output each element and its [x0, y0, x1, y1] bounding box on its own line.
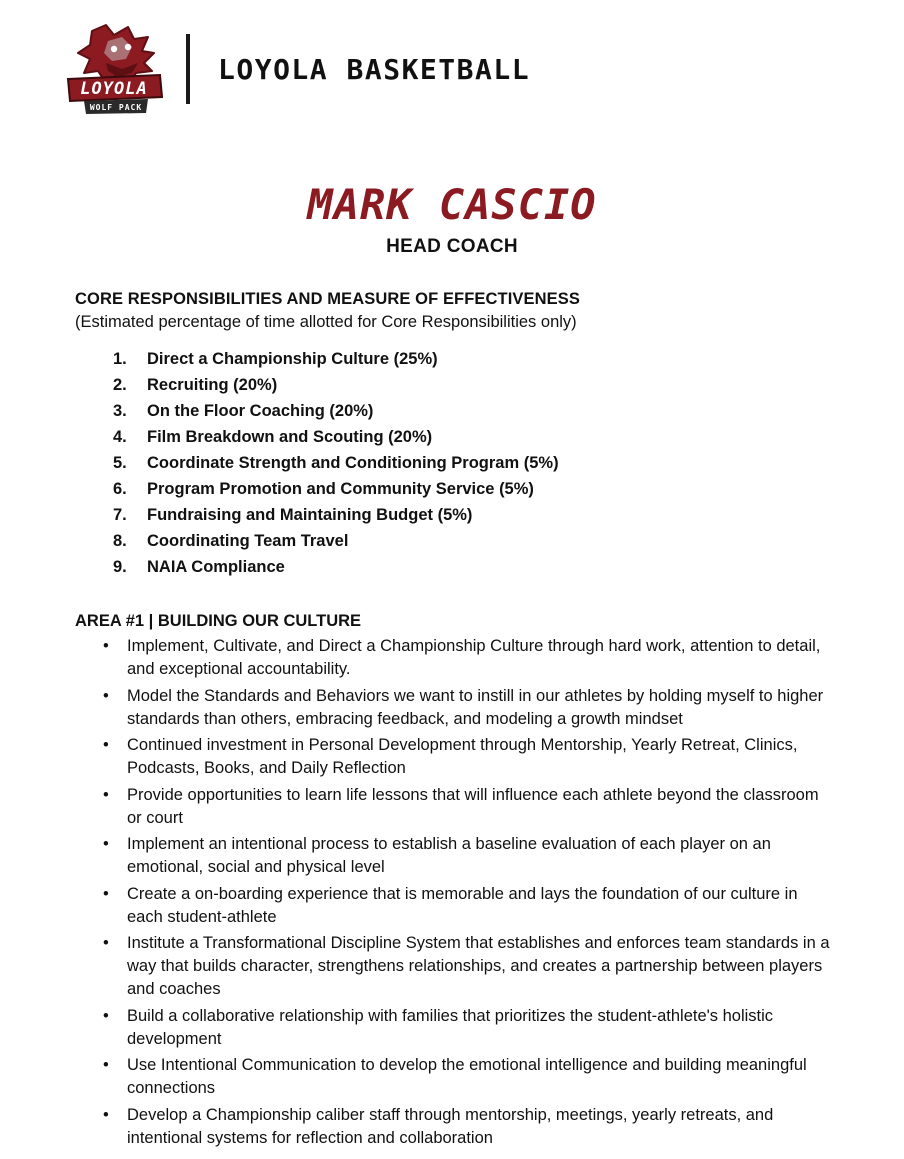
bullet-icon: • — [103, 1006, 109, 1025]
list-item-label: Implement an intentional process to establish a baseline evaluation of each player on an emotional, social and physical level — [127, 835, 771, 877]
list-item-number: 3. — [113, 401, 127, 420]
list-item — [97, 1104, 834, 1150]
list-item-number: 6. — [113, 480, 127, 499]
bullet-icon: • — [103, 835, 109, 854]
core-responsibilities-subnote: (Estimated percentage of time allotted for Core Responsibilities only) — [75, 313, 577, 332]
list-item — [97, 784, 834, 830]
list-item-number: 8. — [113, 532, 127, 551]
list-item — [97, 635, 834, 681]
list-item — [97, 883, 834, 929]
list-item-label: Film Breakdown and Scouting (20%) — [147, 427, 433, 446]
list-item — [113, 346, 834, 372]
list-item-label: Implement, Cultivate, and Direct a Championship Culture through hard work, attention to detail, and exceptional accountability. — [127, 637, 821, 679]
list-item-label: Continued investment in Personal Development through Mentorship, Yearly Retreat, Clinics, Podcasts, Books, and Daily Reflection — [127, 736, 798, 778]
list-item — [113, 424, 834, 450]
list-item — [113, 554, 834, 580]
list-item — [97, 734, 834, 780]
document-body — [0, 288, 904, 1149]
bullet-icon: • — [103, 934, 109, 953]
core-responsibilities-list — [75, 346, 834, 581]
title-block — [0, 182, 904, 258]
bullet-icon: • — [103, 1105, 109, 1124]
list-item-number: 1. — [113, 349, 127, 368]
list-item-label: Fundraising and Maintaining Budget (5%) — [147, 506, 473, 525]
list-item — [97, 1005, 834, 1051]
bullet-icon: • — [103, 884, 109, 903]
list-item-label: Provide opportunities to learn life lessons that will influence each athlete beyond the classroom or court — [127, 785, 819, 827]
header-wordmark: LOYOLA BASKETBALL — [218, 52, 531, 86]
coach-role: HEAD COACH — [386, 236, 518, 258]
list-item — [113, 502, 834, 528]
area-1-bullet-list — [75, 635, 834, 1149]
list-item-label: Recruiting (20%) — [147, 375, 278, 394]
list-item-label: Build a collaborative relationship with families that prioritizes the student-athlete's holistic development — [127, 1006, 774, 1048]
list-item-label: Create a on-boarding experience that is memorable and lays the foundation of our culture in each student-athlete — [127, 884, 798, 926]
list-item — [113, 528, 834, 554]
bullet-icon: • — [103, 686, 109, 705]
list-item — [97, 685, 834, 731]
list-item-number: 9. — [113, 558, 127, 577]
list-item-label: Model the Standards and Behaviors we want to instill in our athletes by holding myself to higher standards than others, embracing feedback, and modeling a growth mindset — [127, 686, 824, 728]
core-responsibilities-heading: CORE RESPONSIBILITIES AND MEASURE OF EFFECTIVENESS — [75, 290, 580, 309]
list-item — [113, 476, 834, 502]
bullet-icon: • — [103, 736, 109, 755]
svg-text:LOYOLA: LOYOLA — [80, 79, 148, 99]
list-item-number: 7. — [113, 506, 127, 525]
svg-text:WOLF PACK: WOLF PACK — [89, 103, 143, 112]
bullet-icon: • — [103, 785, 109, 804]
bullet-icon: • — [103, 637, 109, 656]
list-item-number: 4. — [113, 427, 127, 446]
list-item-label: NAIA Compliance — [147, 558, 285, 577]
list-item-label: Program Promotion and Community Service (5%) — [147, 480, 534, 499]
list-item-label: Coordinate Strength and Conditioning Program (5%) — [147, 453, 559, 472]
bullet-icon: • — [103, 1056, 109, 1075]
list-item — [97, 932, 834, 1000]
loyola-wolf-pack-logo-icon — [62, 23, 166, 115]
list-item — [113, 398, 834, 424]
list-item — [113, 450, 834, 476]
list-item-label: Coordinating Team Travel — [147, 532, 349, 551]
list-item-label: On the Floor Coaching (20%) — [147, 401, 374, 420]
list-item-number: 2. — [113, 375, 127, 394]
list-item — [97, 833, 834, 879]
area-1-heading: AREA #1 | BUILDING OUR CULTURE — [75, 612, 362, 631]
list-item-label: Use Intentional Communication to develop the emotional intelligence and building meaningful connections — [127, 1056, 807, 1098]
list-item-label: Institute a Transformational Discipline System that establishes and enforces team standards in a way that builds character, strengthens relationships, and creates a partnership between players and coaches — [127, 934, 830, 998]
list-item-label: Develop a Championship caliber staff through mentorship, meetings, yearly retreats, and intentional systems for reflection and collaboration — [127, 1105, 774, 1147]
coach-name: MARK CASCIO — [307, 180, 597, 229]
list-item-number: 5. — [113, 453, 127, 472]
list-item-label: Direct a Championship Culture (25%) — [147, 349, 438, 368]
header-divider — [186, 34, 190, 104]
list-item — [97, 1054, 834, 1100]
list-item — [113, 372, 834, 398]
document-header — [0, 0, 904, 110]
